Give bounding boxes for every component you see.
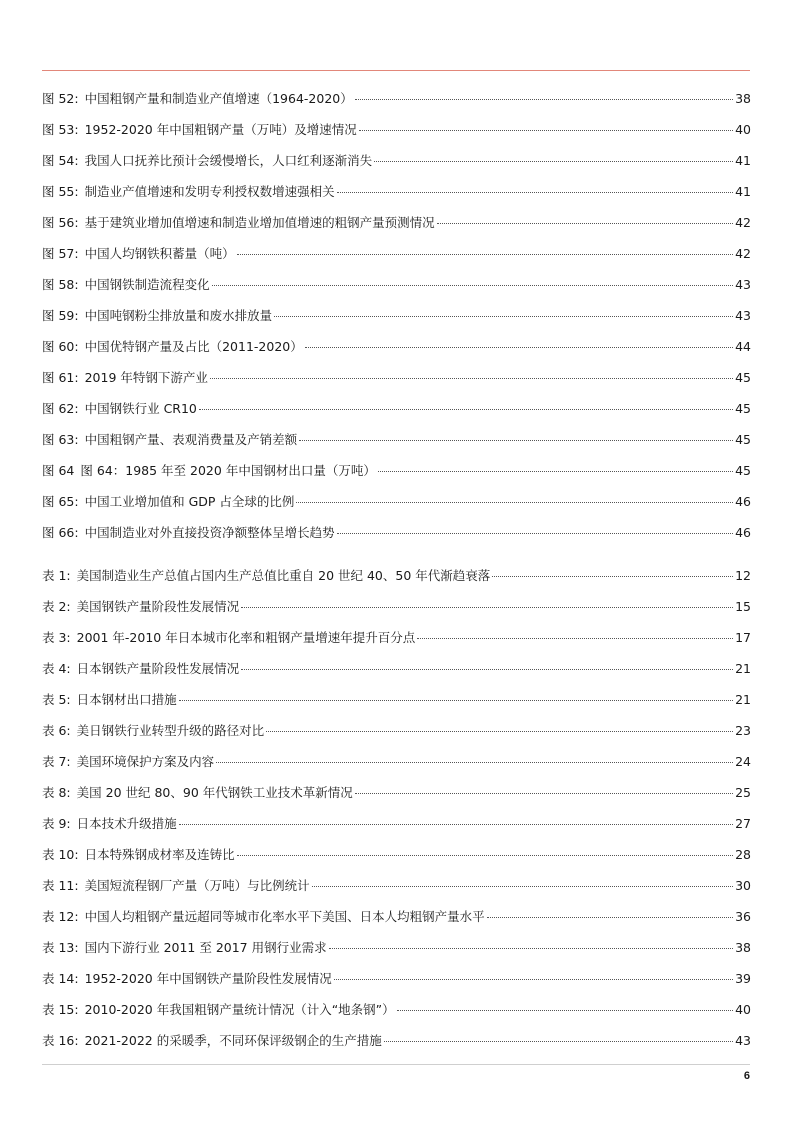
entry-label: 图 61: xyxy=(42,370,79,385)
entry-page-number: 43 xyxy=(735,277,751,292)
entry-title: 国内下游行业 2011 至 2017 用钢行业需求 xyxy=(84,940,327,955)
entry-title: 日本钢铁产量阶段性发展情况 xyxy=(76,661,240,676)
header-rule xyxy=(42,70,750,71)
toc-entry[interactable] xyxy=(42,269,751,300)
entry-title: 日本特殊钢成材率及连铸比 xyxy=(84,847,235,862)
entry-page-number: 36 xyxy=(735,909,751,924)
toc-entry[interactable] xyxy=(42,424,751,455)
entry-label: 图 59: xyxy=(42,308,79,323)
toc-entry[interactable] xyxy=(42,238,751,269)
dot-leader xyxy=(337,192,733,193)
entry-label: 表 12: xyxy=(42,909,79,924)
entry-title: 制造业产值增速和发明专利授权数增速强相关 xyxy=(84,184,335,199)
dot-leader xyxy=(179,700,733,701)
entry-label: 表 4: xyxy=(42,661,71,676)
entry-title: 美国制造业生产总值占国内生产总值比重自 20 世纪 40、50 年代渐趋衰落 xyxy=(76,568,491,583)
dot-leader xyxy=(417,638,733,639)
toc-entry[interactable] xyxy=(42,83,751,114)
dot-leader xyxy=(312,886,733,887)
dot-leader xyxy=(492,576,733,577)
entry-label: 表 14: xyxy=(42,971,79,986)
entry-title: 美国环境保护方案及内容 xyxy=(76,754,215,769)
dot-leader xyxy=(487,917,733,918)
entry-page-number: 21 xyxy=(735,661,751,676)
figure-list xyxy=(42,83,751,548)
entry-page-number: 15 xyxy=(735,599,751,614)
dot-leader xyxy=(237,254,733,255)
entry-page-number: 25 xyxy=(735,785,751,800)
dot-leader xyxy=(374,161,733,162)
toc-entry[interactable] xyxy=(42,560,751,591)
toc-entry[interactable] xyxy=(42,486,751,517)
entry-label: 表 6: xyxy=(42,723,71,738)
entry-page-number: 23 xyxy=(735,723,751,738)
toc-entry[interactable] xyxy=(42,994,751,1025)
entry-page-number: 40 xyxy=(735,1002,751,1017)
entry-title: 图 64：1985 年至 2020 年中国钢材出口量（万吨） xyxy=(80,463,376,478)
dot-leader xyxy=(305,347,733,348)
dot-leader xyxy=(355,99,733,100)
entry-title: 中国优特钢产量及占比（2011-2020） xyxy=(84,339,303,354)
dot-leader xyxy=(355,793,733,794)
entry-page-number: 43 xyxy=(735,1033,751,1048)
toc-entry[interactable] xyxy=(42,839,751,870)
dot-leader xyxy=(179,824,733,825)
entry-page-number: 42 xyxy=(735,246,751,261)
dot-leader xyxy=(329,948,733,949)
entry-label: 图 62: xyxy=(42,401,79,416)
entry-label: 图 55: xyxy=(42,184,79,199)
entry-page-number: 27 xyxy=(735,816,751,831)
toc-entry[interactable] xyxy=(42,207,751,238)
dot-leader xyxy=(397,1010,733,1011)
entry-label: 图 64 xyxy=(42,463,75,478)
entry-title: 中国钢铁制造流程变化 xyxy=(84,277,210,292)
entry-label: 表 7: xyxy=(42,754,71,769)
entry-title: 1952-2020 年中国粗钢产量（万吨）及增速情况 xyxy=(84,122,357,137)
entry-label: 图 63: xyxy=(42,432,79,447)
entry-label: 图 60: xyxy=(42,339,79,354)
page-number: 6 xyxy=(743,1070,750,1082)
entry-title: 2021-2022 的采暖季，不同环保评级钢企的生产措施 xyxy=(84,1033,382,1048)
entry-page-number: 45 xyxy=(735,432,751,447)
toc-entry[interactable] xyxy=(42,517,751,548)
entry-title: 美国 20 世纪 80、90 年代钢铁工业技术革新情况 xyxy=(76,785,353,800)
toc-entry[interactable] xyxy=(42,331,751,362)
toc-entry[interactable] xyxy=(42,653,751,684)
entry-page-number: 30 xyxy=(735,878,751,893)
entry-label: 表 15: xyxy=(42,1002,79,1017)
entry-label: 表 11: xyxy=(42,878,79,893)
entry-page-number: 45 xyxy=(735,370,751,385)
toc-entry[interactable] xyxy=(42,746,751,777)
entry-label: 图 54: xyxy=(42,153,79,168)
toc-entry[interactable] xyxy=(42,300,751,331)
entry-title: 中国工业增加值和 GDP 占全球的比例 xyxy=(84,494,295,509)
entry-label: 表 5: xyxy=(42,692,71,707)
entry-label: 图 66: xyxy=(42,525,79,540)
dot-leader xyxy=(299,440,733,441)
dot-leader xyxy=(241,607,733,608)
entry-page-number: 45 xyxy=(735,401,751,416)
entry-page-number: 46 xyxy=(735,494,751,509)
entry-page-number: 44 xyxy=(735,339,751,354)
entry-label: 表 16: xyxy=(42,1033,79,1048)
dot-leader xyxy=(384,1041,733,1042)
toc-entry[interactable] xyxy=(42,622,751,653)
entry-title: 中国人均钢铁积蓄量（吨） xyxy=(84,246,235,261)
dot-leader xyxy=(359,130,733,131)
toc-entry[interactable] xyxy=(42,1025,751,1056)
dot-leader xyxy=(274,316,733,317)
entry-page-number: 46 xyxy=(735,525,751,540)
entry-page-number: 17 xyxy=(735,630,751,645)
entry-page-number: 45 xyxy=(735,463,751,478)
entry-label: 图 52: xyxy=(42,91,79,106)
dot-leader xyxy=(199,409,733,410)
entry-label: 图 53: xyxy=(42,122,79,137)
toc-entry[interactable] xyxy=(42,777,751,808)
section-gap xyxy=(42,548,751,560)
entry-page-number: 38 xyxy=(735,91,751,106)
entry-page-number: 42 xyxy=(735,215,751,230)
entry-title: 日本钢材出口措施 xyxy=(76,692,177,707)
dot-leader xyxy=(378,471,733,472)
table-list xyxy=(42,560,751,1056)
entry-label: 图 56: xyxy=(42,215,79,230)
entry-label: 表 10: xyxy=(42,847,79,862)
entry-title: 2001 年-2010 年日本城市化率和粗钢产量增速年提升百分点 xyxy=(76,630,416,645)
dot-leader xyxy=(334,979,733,980)
entry-page-number: 21 xyxy=(735,692,751,707)
entry-title: 中国人均粗钢产量远超同等城市化率水平下美国、日本人均粗钢产量水平 xyxy=(84,909,485,924)
toc-entry[interactable] xyxy=(42,455,751,486)
dot-leader xyxy=(337,533,733,534)
entry-page-number: 39 xyxy=(735,971,751,986)
entry-title: 日本技术升级措施 xyxy=(76,816,177,831)
dot-leader xyxy=(212,285,733,286)
entry-title: 中国吨钢粉尘排放量和废水排放量 xyxy=(84,308,273,323)
entry-title: 美国短流程钢厂产量（万吨）与比例统计 xyxy=(84,878,310,893)
entry-title: 2010-2020 年我国粗钢产量统计情况（计入“地条钢”） xyxy=(84,1002,395,1017)
entry-title: 1952-2020 年中国钢铁产量阶段性发展情况 xyxy=(84,971,332,986)
footer-rule xyxy=(42,1064,750,1065)
entry-label: 表 2: xyxy=(42,599,71,614)
entry-label: 表 8: xyxy=(42,785,71,800)
toc-entry[interactable] xyxy=(42,808,751,839)
entry-page-number: 24 xyxy=(735,754,751,769)
toc-entry[interactable] xyxy=(42,362,751,393)
entry-title: 美国钢铁产量阶段性发展情况 xyxy=(76,599,240,614)
entry-label: 图 57: xyxy=(42,246,79,261)
toc-entry[interactable] xyxy=(42,393,751,424)
toc-entry[interactable] xyxy=(42,684,751,715)
dot-leader xyxy=(266,731,733,732)
entry-label: 表 3: xyxy=(42,630,71,645)
dot-leader xyxy=(437,223,733,224)
entry-title: 中国粗钢产量、表观消费量及产销差额 xyxy=(84,432,298,447)
dot-leader xyxy=(241,669,733,670)
entry-label: 表 9: xyxy=(42,816,71,831)
toc-entry[interactable] xyxy=(42,114,751,145)
entry-title: 美日钢铁行业转型升级的路径对比 xyxy=(76,723,265,738)
entry-page-number: 43 xyxy=(735,308,751,323)
dot-leader xyxy=(210,378,733,379)
entry-title: 基于建筑业增加值增速和制造业增加值增速的粗钢产量预测情况 xyxy=(84,215,435,230)
entry-title: 我国人口抚养比预计会缓慢增长，人口红利逐渐消失 xyxy=(84,153,373,168)
toc-entry[interactable] xyxy=(42,591,751,622)
toc-entry[interactable] xyxy=(42,145,751,176)
toc-entry[interactable] xyxy=(42,963,751,994)
entry-label: 表 1: xyxy=(42,568,71,583)
entry-title: 2019 年特钢下游产业 xyxy=(84,370,208,385)
entry-page-number: 28 xyxy=(735,847,751,862)
toc-entry[interactable] xyxy=(42,901,751,932)
entry-page-number: 41 xyxy=(735,153,751,168)
toc-entry[interactable] xyxy=(42,870,751,901)
entry-page-number: 41 xyxy=(735,184,751,199)
entry-label: 表 13: xyxy=(42,940,79,955)
entry-title: 中国粗钢产量和制造业产值增速（1964-2020） xyxy=(84,91,353,106)
table-of-contents xyxy=(42,83,751,1056)
entry-label: 图 58: xyxy=(42,277,79,292)
toc-entry[interactable] xyxy=(42,176,751,207)
entry-label: 图 65: xyxy=(42,494,79,509)
toc-entry[interactable] xyxy=(42,932,751,963)
entry-title: 中国钢铁行业 CR10 xyxy=(84,401,197,416)
toc-entry[interactable] xyxy=(42,715,751,746)
entry-page-number: 12 xyxy=(735,568,751,583)
entry-title: 中国制造业对外直接投资净额整体呈增长趋势 xyxy=(84,525,335,540)
dot-leader xyxy=(216,762,733,763)
entry-page-number: 40 xyxy=(735,122,751,137)
entry-page-number: 38 xyxy=(735,940,751,955)
dot-leader xyxy=(296,502,733,503)
dot-leader xyxy=(237,855,733,856)
